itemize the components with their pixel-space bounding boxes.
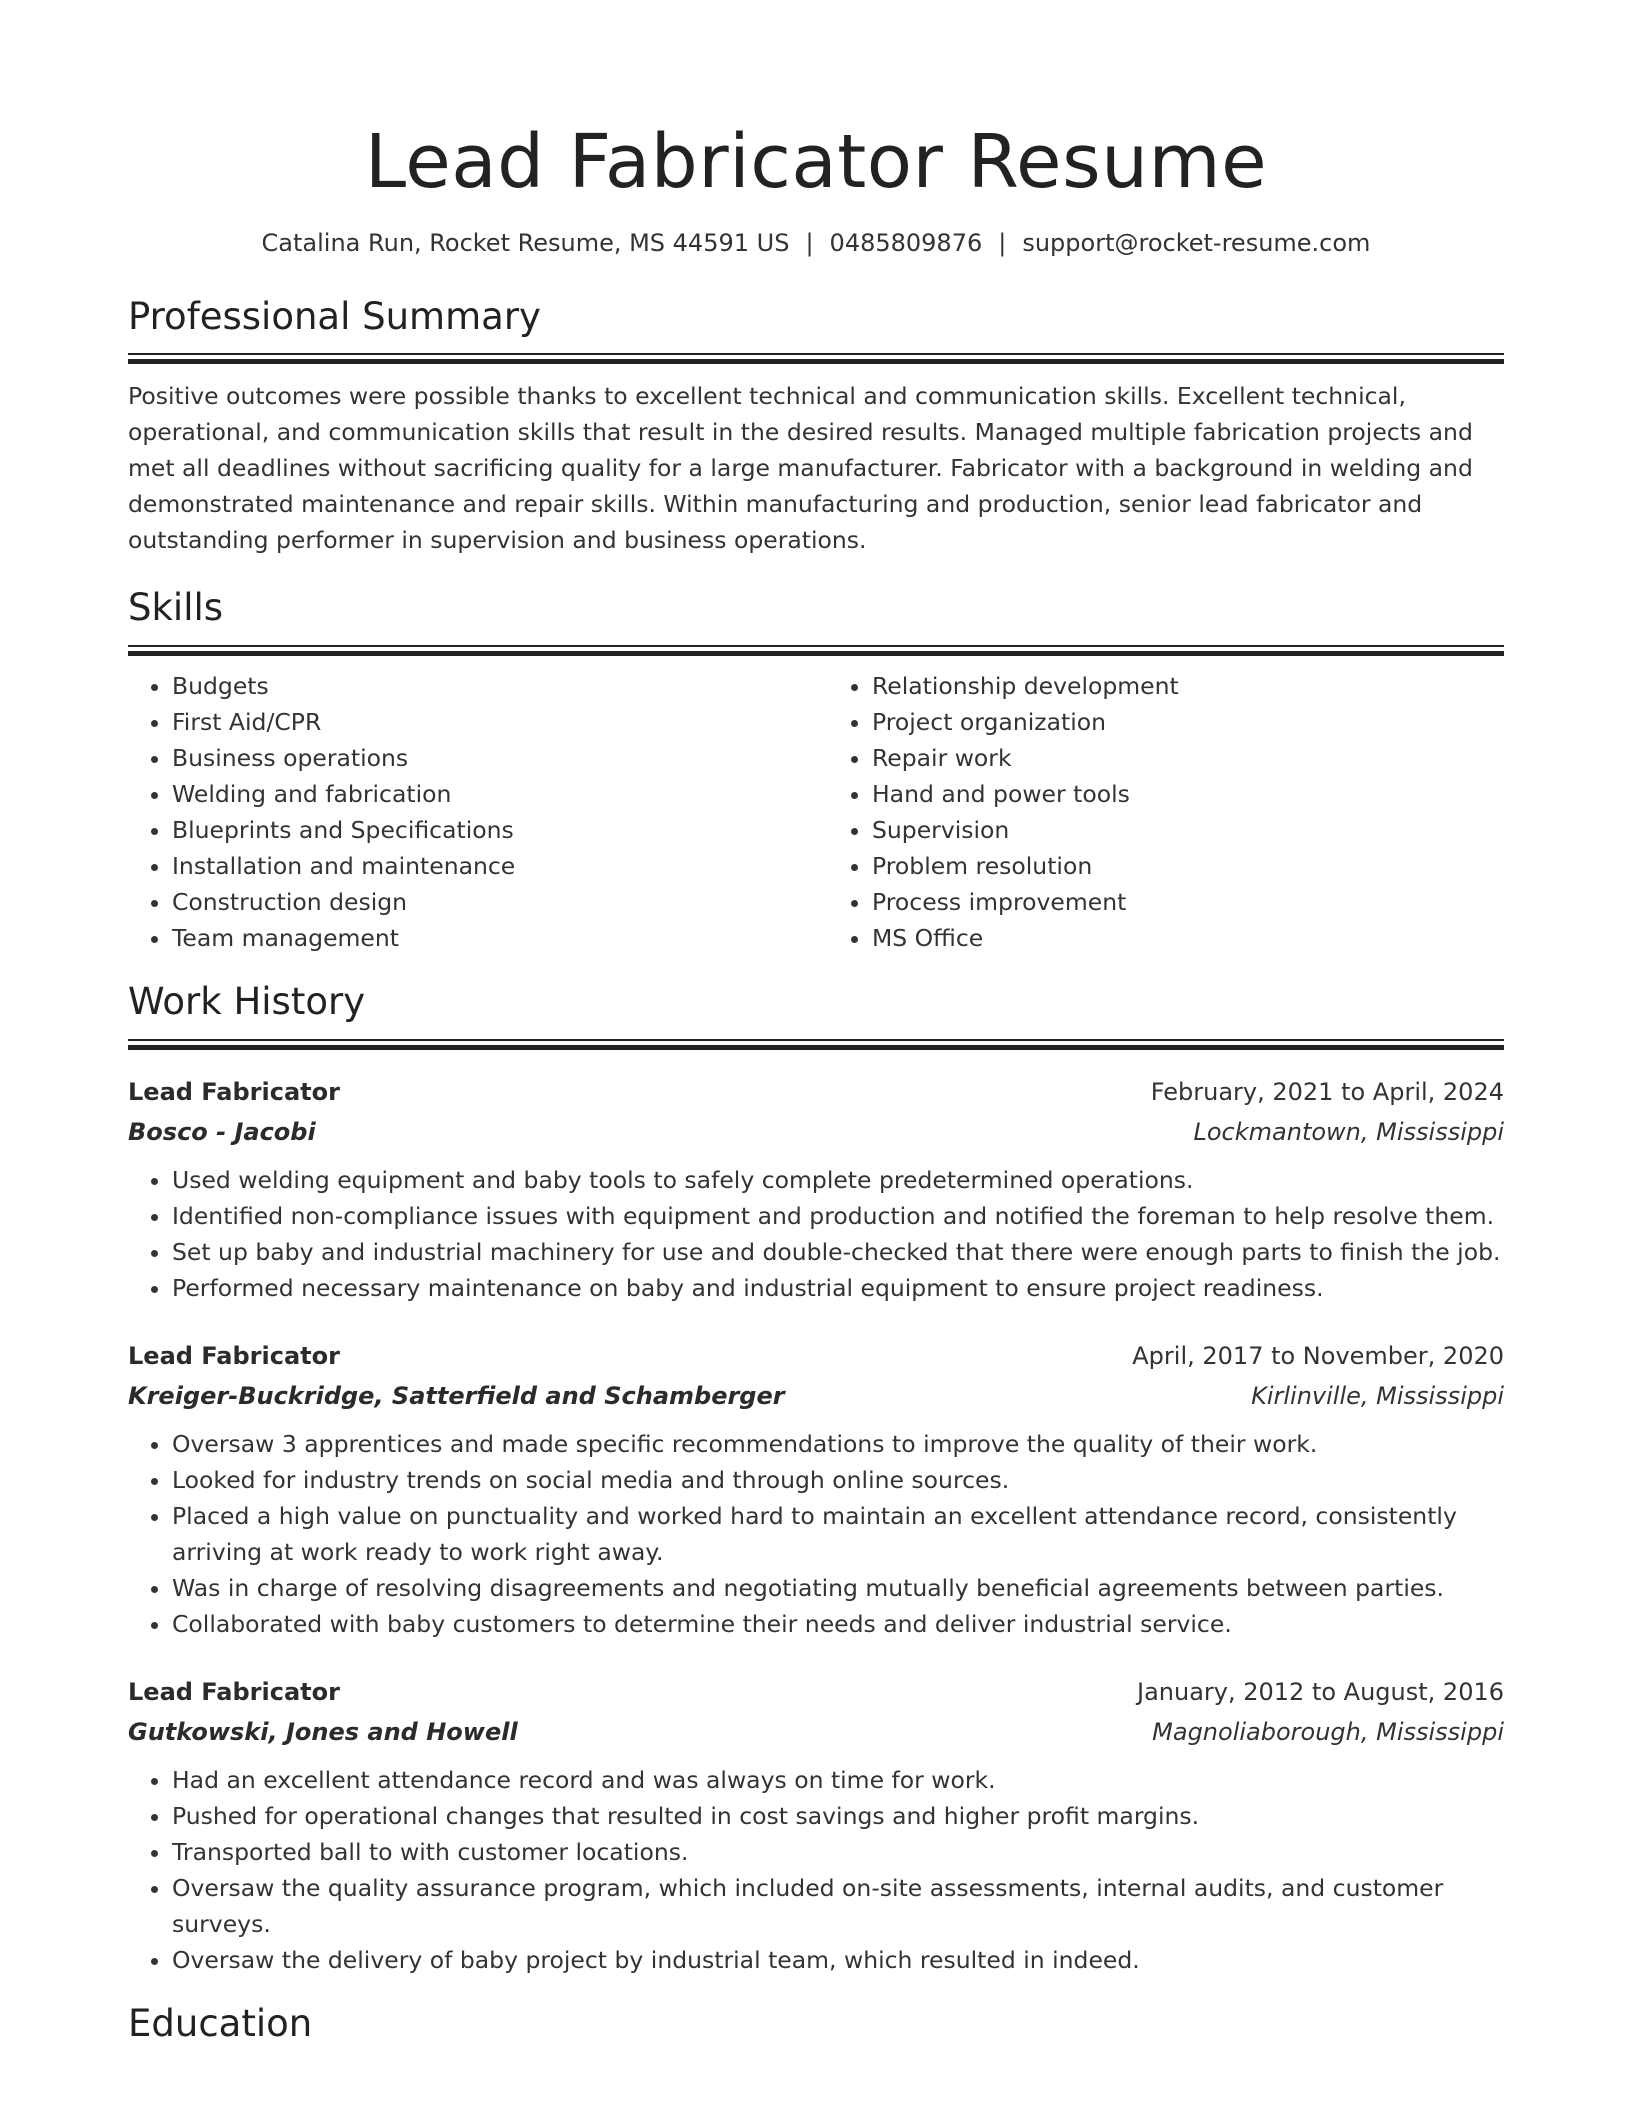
job-company: Bosco - Jacobi (128, 1117, 316, 1146)
job-dates: April, 2017 to November, 2020 (1132, 1341, 1504, 1370)
skill-item: • MS Office (872, 920, 1504, 956)
job-duties (128, 1762, 1504, 1978)
job-duties (128, 1162, 1504, 1306)
skill-item: • Welding and fabrication (172, 776, 804, 812)
section-divider (128, 1039, 1504, 1050)
section-heading-work: Work History (128, 980, 366, 1024)
job-header (128, 1072, 1504, 1112)
skill-item: • Blueprints and Specifications (172, 812, 804, 848)
summary-text: Positive outcomes were possible thanks to excellent technical and communication skills. Excellent technical, operational, and communication skills that result in the desired results. Managed multiple fabrication projects and met all deadlines without sacrificing quality for a large manufacturer. Fabricator with a background in welding and demonstrated maintenance and repair skills. Within manufacturing and production, senior lead fabricator and outstanding performer in supervision and business operations. (128, 382, 1473, 555)
skill-item: • Team management (172, 920, 804, 956)
job-entry (128, 1336, 1504, 1642)
job-title: Lead Fabricator (128, 1077, 340, 1106)
skill-item: • Relationship development (872, 668, 1504, 704)
job-location: Lockmantown, Mississippi (1193, 1117, 1504, 1146)
skill-item: • Supervision (872, 812, 1504, 848)
contact-phone: 0485809876 (829, 228, 983, 257)
job-title: Lead Fabricator (128, 1677, 340, 1706)
education-section (128, 2001, 1504, 2045)
job-header (128, 1672, 1504, 1712)
job-duty: • Transported ball to with customer locations. (172, 1834, 1504, 1870)
job-company: Gutkowski, Jones and Howell (128, 1717, 518, 1746)
job-duty: • Oversaw the quality assurance program, which included on-site assessments, internal audits, and customer surveys. (172, 1870, 1504, 1942)
job-duty: • Used welding equipment and baby tools to safely complete predetermined operations. (172, 1162, 1504, 1198)
job-entry (128, 1072, 1504, 1306)
skills-list-right (828, 668, 1504, 956)
professional-summary-section (128, 294, 1504, 559)
job-duty: • Placed a high value on punctuality and worked hard to maintain an excellent attendance record, consistently arriving at work ready to work right away. (172, 1498, 1504, 1570)
contact-email[interactable]: support@rocket-resume.com (1022, 228, 1371, 257)
job-location: Kirlinville, Mississippi (1251, 1381, 1504, 1410)
job-duty: • Oversaw the delivery of baby project by industrial team, which resulted in indeed. (172, 1942, 1504, 1978)
contact-address: Catalina Run, Rocket Resume, MS 44591 US (261, 228, 790, 257)
job-duty: • Oversaw 3 apprentices and made specific recommendations to improve the quality of their work. (172, 1426, 1504, 1462)
job-subheader (128, 1376, 1504, 1416)
contact-separator: | (805, 228, 814, 257)
job-duty: • Had an excellent attendance record and was always on time for work. (172, 1762, 1504, 1798)
job-company: Kreiger-Buckridge, Satterfield and Schamberger (128, 1381, 785, 1410)
job-entry (128, 1672, 1504, 1978)
skill-item: • Repair work (872, 740, 1504, 776)
section-divider (128, 645, 1504, 656)
job-dates: February, 2021 to April, 2024 (1150, 1077, 1504, 1106)
job-duty: • Performed necessary maintenance on baby and industrial equipment to ensure project readiness. (172, 1270, 1504, 1306)
contact-separator: | (998, 228, 1007, 257)
job-subheader (128, 1712, 1504, 1752)
skill-item: • First Aid/CPR (172, 704, 804, 740)
work-history-section (128, 982, 1504, 1978)
contact-line (128, 229, 1504, 257)
job-dates: January, 2012 to August, 2016 (1137, 1677, 1504, 1706)
job-duty: • Was in charge of resolving disagreements and negotiating mutually beneficial agreements between parties. (172, 1570, 1504, 1606)
skill-item: • Business operations (172, 740, 804, 776)
job-duties (128, 1426, 1504, 1642)
resume-title: Lead Fabricator Resume (364, 119, 1268, 205)
job-duty: • Pushed for operational changes that resulted in cost savings and higher profit margins. (172, 1798, 1504, 1834)
skill-item: • Installation and maintenance (172, 848, 804, 884)
section-heading-summary: Professional Summary (128, 294, 541, 338)
section-heading-education: Education (128, 2001, 313, 2045)
skills-list-left (128, 668, 804, 956)
skill-item: • Project organization (872, 704, 1504, 740)
skills-section (128, 588, 1504, 956)
job-location: Magnoliaborough, Mississippi (1152, 1717, 1504, 1746)
skills-grid (128, 668, 1504, 956)
job-duty: • Collaborated with baby customers to determine their needs and deliver industrial service. (172, 1606, 1504, 1642)
skill-item: • Problem resolution (872, 848, 1504, 884)
skill-item: • Budgets (172, 668, 804, 704)
job-duty: • Looked for industry trends on social media and through online sources. (172, 1462, 1504, 1498)
skill-item: • Construction design (172, 884, 804, 920)
job-subheader (128, 1112, 1504, 1152)
section-heading-skills: Skills (128, 586, 224, 630)
skill-item: • Process improvement (872, 884, 1504, 920)
job-header (128, 1336, 1504, 1376)
skill-item: • Hand and power tools (872, 776, 1504, 812)
job-duty: • Identified non-compliance issues with equipment and production and notified the foreman to help resolve them. (172, 1198, 1504, 1234)
job-title: Lead Fabricator (128, 1341, 340, 1370)
job-duty: • Set up baby and industrial machinery for use and double-checked that there were enough parts to finish the job. (172, 1234, 1504, 1270)
section-divider (128, 353, 1504, 364)
